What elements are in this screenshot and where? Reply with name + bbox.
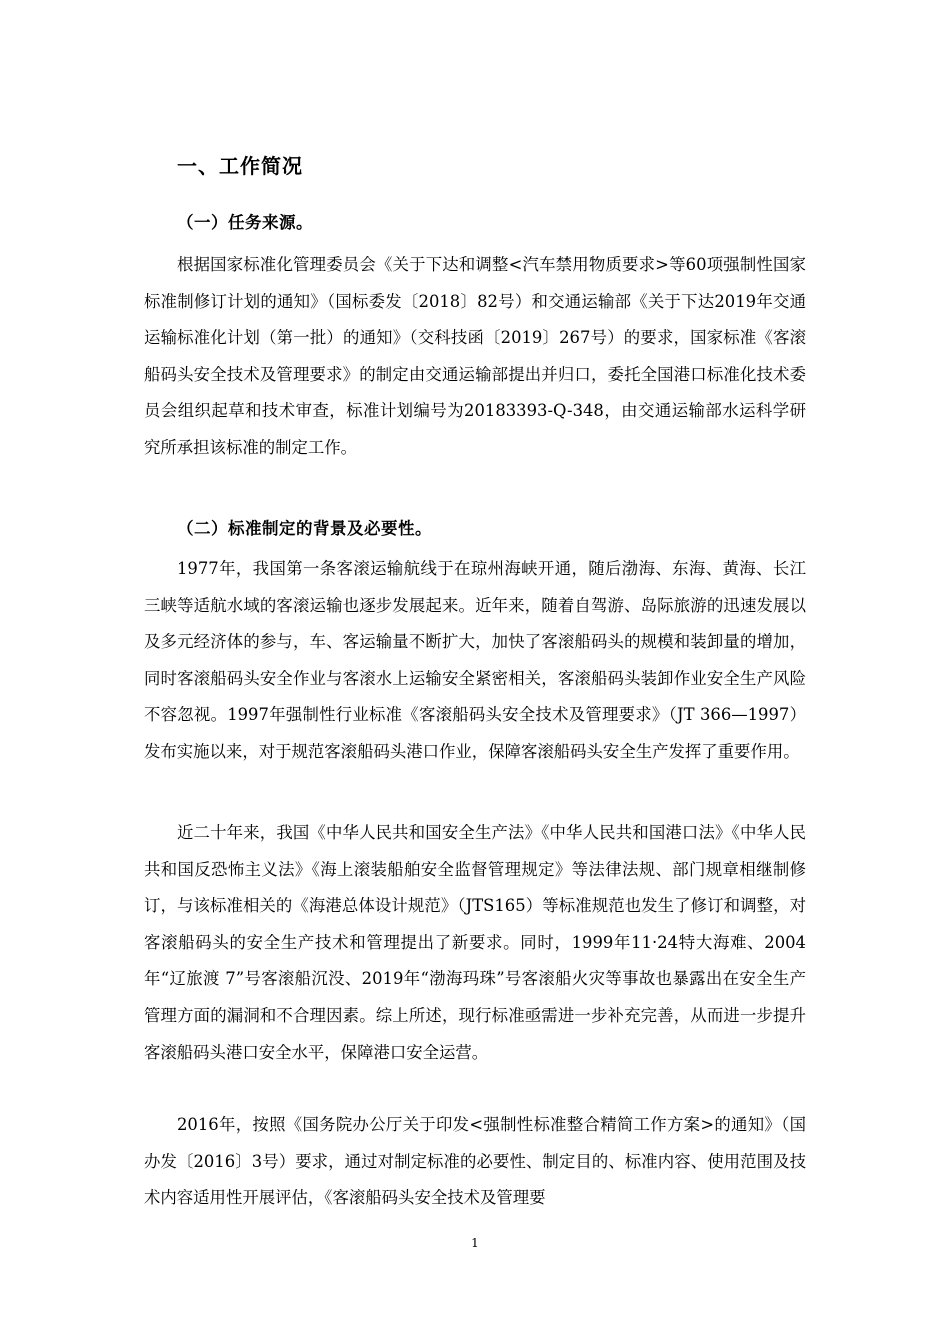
page-number: 1 bbox=[471, 1236, 479, 1250]
paragraph-background-2016: 2016年，按照《国务院办公厅关于印发<强制性标准整合精简工作方案>的通知》（国办发〔2016〕3号）要求，通过对制定标准的必要性、制定目的、标准内容、使用范围及技术内容适用性开展评估，《客滚船码头安全技术及管理要 bbox=[144, 1115, 806, 1208]
subsection-heading-task-source: （一）任务来源。 bbox=[177, 213, 313, 232]
paragraph-background-regulations: 近二十年来，我国《中华人民共和国安全生产法》《中华人民共和国港口法》《中华人民共和国反恐怖主义法》《海上滚装船舶安全监督管理规定》等法律法规、部门规章相继制修订，与该标准相关的《海港总体设计规范》（JTS165）等标准规范也发生了修订和调整，对客滚船码头的安全生产技术和管理提出了新要求。同时，1999年11·24特大海难、2004年“辽旅渡 7”号客滚船沉没、2019年“渤海玛珠”号客滚船火灾等事故也暴露出在安全生产管理方面的漏洞和不合理因素。综上所述，现行标准亟需进一步补充完善，从而进一步提升客滚船码头港口安全水平，保障港口安全运营。 bbox=[144, 823, 806, 1062]
section-heading-work-overview: 一、工作简况 bbox=[177, 154, 303, 178]
paragraph-background-history: 1977年，我国第一条客滚运输航线于在琼州海峡开通，随后渤海、东海、黄海、长江三峡等适航水域的客滚运输也逐步发展起来。近年来，随着自驾游、岛际旅游的迅速发展以及多元经济体的参与，车、客运输量不断扩大，加快了客滚船码头的规模和装卸量的增加，同时客滚船码头安全作业与客滚水上运输安全紧密相关，客滚船码头装卸作业安全生产风险不容忽视。1997年强制性行业标准《客滚船码头安全技术及管理要求》（JT 366—1997）发布实施以来，对于规范客滚船码头港口作业，保障客滚船码头安全生产发挥了重要作用。 bbox=[144, 559, 806, 761]
subsection-heading-background: （二）标准制定的背景及必要性。 bbox=[177, 519, 432, 538]
paragraph-task-source: 根据国家标准化管理委员会《关于下达和调整<汽车禁用物质要求>等60项强制性国家标准制修订计划的通知》（国标委发〔2018〕82号）和交通运输部《关于下达2019年交通运输标准化计划（第一批）的通知》（交科技函〔2019〕267号）的要求，国家标准《客滚船码头安全技术及管理要求》的制定由交通运输部提出并归口，委托全国港口标准化技术委员会组织起草和技术审查，标准计划编号为20183393-Q-348，由交通运输部水运科学研究所承担该标准的制定工作。 bbox=[144, 255, 806, 457]
